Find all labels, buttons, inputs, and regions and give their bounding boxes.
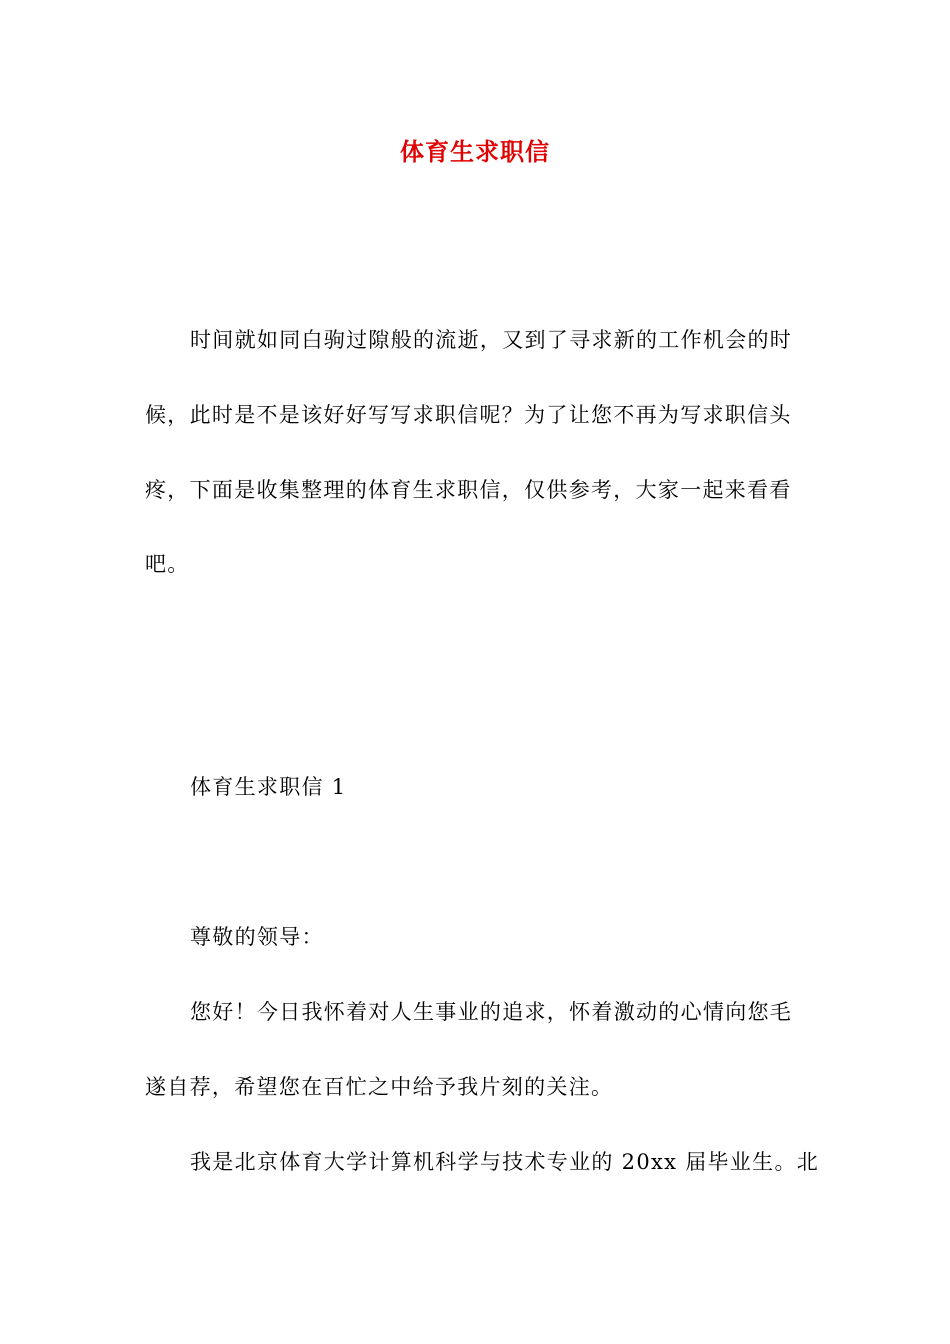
- paragraph-1-line-2: 遂自荐，希望您在百忙之中给予我片刻的关注。: [145, 1075, 614, 1099]
- salutation: 尊敬的领导：: [190, 925, 324, 949]
- paragraph-1-line-1: 您好！今日我怀着对人生事业的追求，怀着激动的心情向您毛: [190, 1000, 793, 1024]
- intro-line-3: 疼，下面是收集整理的体育生求职信，仅供参考，大家一起来看看: [145, 478, 792, 502]
- section-heading: 体育生求职信 1: [190, 775, 347, 799]
- intro-line-1: 时间就如同白驹过隙般的流逝，又到了寻求新的工作机会的时: [190, 328, 793, 352]
- intro-line-2: 候，此时是不是该好好写写求职信呢？为了让您不再为写求职信头: [145, 403, 792, 427]
- intro-line-4: 吧。: [145, 552, 190, 576]
- document-title: 体育生求职信: [400, 137, 550, 166]
- paragraph-2-line-1: 我是北京体育大学计算机科学与技术专业的 20xx 届毕业生。北: [190, 1150, 820, 1174]
